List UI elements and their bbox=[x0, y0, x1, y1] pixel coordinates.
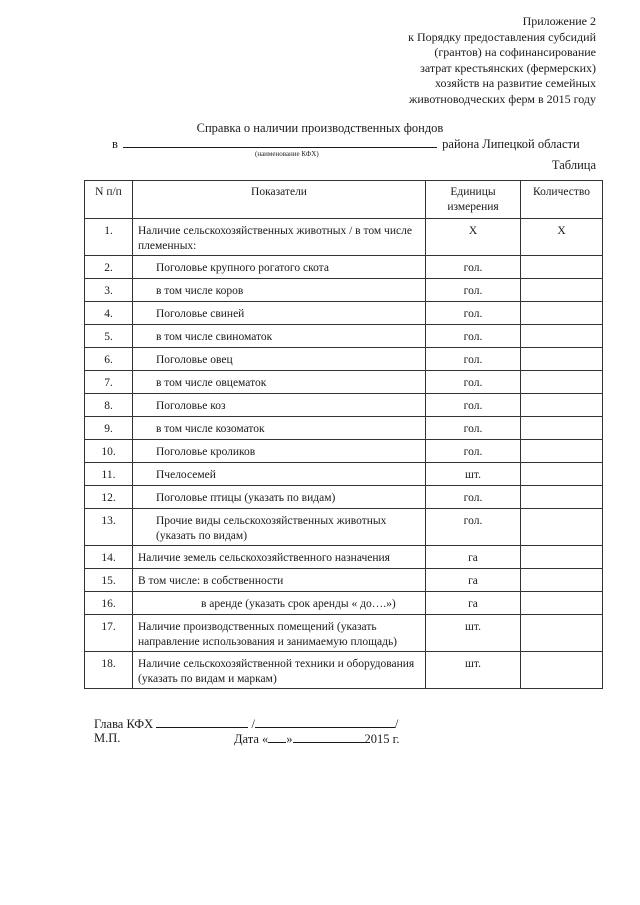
row-indicator: в том числе свиноматок bbox=[133, 325, 426, 348]
row-unit: га bbox=[426, 592, 521, 615]
table-row bbox=[85, 279, 603, 302]
signature-line bbox=[94, 716, 398, 732]
row-number: 6. bbox=[85, 348, 133, 371]
row-number: 8. bbox=[85, 394, 133, 417]
row-indicator: Поголовье свиней bbox=[133, 302, 426, 325]
table-row bbox=[85, 371, 603, 394]
stamp-label: М.П. bbox=[94, 731, 121, 745]
table-row bbox=[85, 325, 603, 348]
row-quantity[interactable]: Х bbox=[521, 219, 603, 256]
production-assets-table bbox=[84, 180, 603, 689]
row-quantity[interactable] bbox=[521, 371, 603, 394]
row-number: 18. bbox=[85, 652, 133, 689]
appendix-line: хозяйств на развитие семейных bbox=[435, 76, 596, 91]
district-line bbox=[112, 136, 580, 152]
row-number: 16. bbox=[85, 592, 133, 615]
date-group bbox=[234, 731, 400, 747]
row-quantity[interactable] bbox=[521, 348, 603, 371]
row-quantity[interactable] bbox=[521, 463, 603, 486]
row-number: 12. bbox=[85, 486, 133, 509]
document-title: Справка о наличии производственных фондов bbox=[196, 121, 444, 135]
row-indicator: В том числе: в собственности bbox=[133, 569, 426, 592]
farm-name-blank[interactable] bbox=[123, 136, 437, 148]
row-indicator: Поголовье коз bbox=[133, 394, 426, 417]
row-quantity[interactable] bbox=[521, 546, 603, 569]
row-number: 1. bbox=[85, 219, 133, 256]
month-blank[interactable] bbox=[293, 731, 365, 743]
column-header-quantity: Количество bbox=[521, 181, 603, 219]
date-prefix: Дата « bbox=[234, 732, 269, 746]
row-indicator: Поголовье овец bbox=[133, 348, 426, 371]
row-quantity[interactable] bbox=[521, 325, 603, 348]
table-row bbox=[85, 546, 603, 569]
slash: / bbox=[394, 717, 399, 731]
stamp-date-line bbox=[94, 731, 414, 746]
appendix-line: (грантов) на софинансирование bbox=[434, 45, 596, 60]
row-number: 13. bbox=[85, 509, 133, 546]
row-unit: гол. bbox=[426, 302, 521, 325]
row-quantity[interactable] bbox=[521, 417, 603, 440]
row-indicator: в том числе козоматок bbox=[133, 417, 426, 440]
row-quantity[interactable] bbox=[521, 302, 603, 325]
row-indicator: Поголовье птицы (указать по видам) bbox=[133, 486, 426, 509]
row-number: 2. bbox=[85, 256, 133, 279]
row-unit: га bbox=[426, 569, 521, 592]
row-number: 14. bbox=[85, 546, 133, 569]
row-quantity[interactable] bbox=[521, 486, 603, 509]
row-indicator: Прочие виды сельскохозяйственных животных (указать по видам) bbox=[133, 509, 426, 546]
appendix-line: к Порядку предоставления субсидий bbox=[408, 29, 596, 44]
table-row bbox=[85, 302, 603, 325]
row-indicator: Наличие сельскохозяйственных животных / в том числе племенных: bbox=[133, 219, 426, 256]
row-indicator: Поголовье крупного рогатого скота bbox=[133, 256, 426, 279]
date-suffix: 2015 г. bbox=[364, 732, 400, 746]
table-row bbox=[85, 486, 603, 509]
row-number: 9. bbox=[85, 417, 133, 440]
district-suffix: района Липецкой области bbox=[442, 137, 580, 151]
row-indicator: в том числе овцематок bbox=[133, 371, 426, 394]
table-row bbox=[85, 440, 603, 463]
row-quantity[interactable] bbox=[521, 279, 603, 302]
row-unit: гол. bbox=[426, 325, 521, 348]
table-row bbox=[85, 592, 603, 615]
table-row bbox=[85, 569, 603, 592]
row-unit: гол. bbox=[426, 256, 521, 279]
row-number: 11. bbox=[85, 463, 133, 486]
row-unit: Х bbox=[426, 219, 521, 256]
row-number: 10. bbox=[85, 440, 133, 463]
row-unit: гол. bbox=[426, 279, 521, 302]
row-number: 3. bbox=[85, 279, 133, 302]
row-number: 15. bbox=[85, 569, 133, 592]
table-row bbox=[85, 256, 603, 279]
row-quantity[interactable] bbox=[521, 592, 603, 615]
row-indicator: Наличие земель сельскохозяйственного назначения bbox=[133, 546, 426, 569]
signature-blank[interactable] bbox=[156, 716, 248, 728]
row-indicator: в аренде (указать срок аренды « до….») bbox=[133, 592, 426, 615]
row-unit: гол. bbox=[426, 486, 521, 509]
row-number: 17. bbox=[85, 615, 133, 652]
row-quantity[interactable] bbox=[521, 615, 603, 652]
date-mid: » bbox=[286, 732, 293, 746]
row-unit: гол. bbox=[426, 394, 521, 417]
table-label: Таблица bbox=[551, 158, 596, 172]
row-indicator: Наличие производственных помещений (указать направление использования и занимаемую площадь) bbox=[133, 615, 426, 652]
row-quantity[interactable] bbox=[521, 509, 603, 546]
row-unit: шт. bbox=[426, 615, 521, 652]
row-unit: гол. bbox=[426, 509, 521, 546]
appendix-line: животноводческих ферм в 2015 году bbox=[409, 91, 596, 106]
row-unit: га bbox=[426, 546, 521, 569]
slash: / bbox=[251, 717, 255, 731]
table-row bbox=[85, 652, 603, 689]
appendix-block bbox=[336, 14, 596, 108]
table-header-row bbox=[85, 181, 603, 219]
row-unit: гол. bbox=[426, 348, 521, 371]
row-quantity[interactable] bbox=[521, 440, 603, 463]
row-quantity[interactable] bbox=[521, 652, 603, 689]
table-row bbox=[85, 417, 603, 440]
row-number: 5. bbox=[85, 325, 133, 348]
appendix-line: Приложение 2 bbox=[522, 14, 596, 28]
row-indicator: Пчелосемей bbox=[133, 463, 426, 486]
row-indicator: Поголовье кроликов bbox=[133, 440, 426, 463]
row-quantity[interactable] bbox=[521, 256, 603, 279]
district-prefix: в bbox=[112, 137, 118, 151]
appendix-line: затрат крестьянских (фермерских) bbox=[420, 60, 596, 75]
farm-name-note: (наименование КФХ) bbox=[255, 150, 319, 158]
row-unit: шт. bbox=[426, 463, 521, 486]
table-row bbox=[85, 219, 603, 256]
row-indicator: Наличие сельскохозяйственной техники и оборудования (указать по видам и маркам) bbox=[133, 652, 426, 689]
row-quantity[interactable] bbox=[521, 394, 603, 417]
table-row bbox=[85, 394, 603, 417]
table-row bbox=[85, 348, 603, 371]
table-row bbox=[85, 615, 603, 652]
row-indicator: в том числе коров bbox=[133, 279, 426, 302]
row-unit: гол. bbox=[426, 417, 521, 440]
row-unit: шт. bbox=[426, 652, 521, 689]
table-row bbox=[85, 509, 603, 546]
row-number: 7. bbox=[85, 371, 133, 394]
column-header-unit: Единицы измерения bbox=[426, 181, 521, 219]
day-blank[interactable] bbox=[268, 731, 286, 743]
row-number: 4. bbox=[85, 302, 133, 325]
row-unit: гол. bbox=[426, 440, 521, 463]
row-unit: гол. bbox=[426, 371, 521, 394]
name-blank[interactable] bbox=[255, 716, 395, 728]
table-row bbox=[85, 463, 603, 486]
column-header-number: N п/п bbox=[85, 181, 133, 219]
head-label: Глава КФХ bbox=[94, 717, 154, 731]
column-header-indicator: Показатели bbox=[133, 181, 426, 219]
row-quantity[interactable] bbox=[521, 569, 603, 592]
